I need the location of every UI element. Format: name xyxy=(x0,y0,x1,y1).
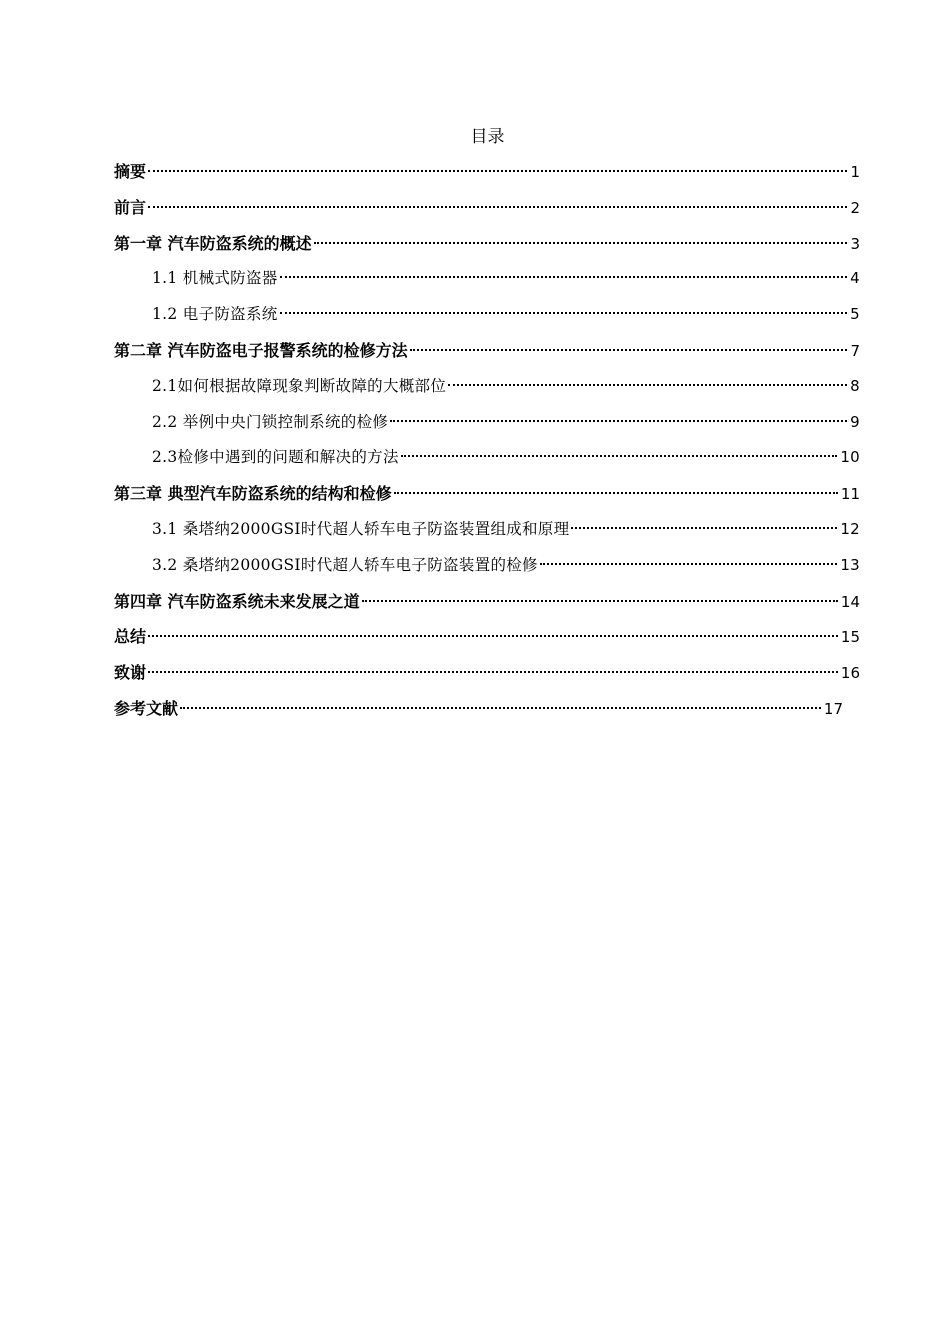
toc-entry-label: 2.3检修中遇到的问题和解决的方法 xyxy=(152,448,399,467)
toc-entry-page: 2 xyxy=(850,198,860,217)
toc-dot-leader xyxy=(401,455,838,457)
toc-entry-label: 1.1 机械式防盗器 xyxy=(152,269,278,288)
toc-entry-label: 第二章 汽车防盗电子报警系统的检修方法 xyxy=(114,340,408,360)
toc-entry-page: 11 xyxy=(840,485,860,504)
toc-entry-label: 2.2 举例中央门锁控制系统的检修 xyxy=(152,412,389,431)
toc-entry-chapter-2[interactable] xyxy=(114,338,860,374)
toc-dot-leader xyxy=(280,276,848,278)
toc-entry-label: 第三章 典型汽车防盗系统的结构和检修 xyxy=(114,484,392,504)
toc-entry-abstract[interactable] xyxy=(114,159,860,195)
toc-entry-summary[interactable] xyxy=(114,624,860,660)
toc-dot-leader xyxy=(571,527,837,529)
toc-entry-section-2-3[interactable] xyxy=(114,445,860,481)
toc-entry-page: 1 xyxy=(850,163,860,181)
toc-entry-page: 14 xyxy=(840,592,860,611)
toc-dot-leader xyxy=(148,170,847,172)
toc-dot-leader xyxy=(410,349,848,351)
toc-entry-page: 17 xyxy=(823,699,843,718)
toc-dot-leader xyxy=(448,384,847,386)
toc-entry-label: 前言 xyxy=(114,197,147,217)
toc-dot-leader xyxy=(148,671,838,673)
toc-entry-label: 3.2 桑塔纳2000GSI时代超人轿车电子防盗装置的检修 xyxy=(152,555,538,574)
toc-entry-acknowledgements[interactable] xyxy=(114,660,860,696)
toc-entry-section-1-1[interactable] xyxy=(114,266,860,302)
toc-entry-page: 4 xyxy=(850,269,860,288)
toc-entry-references[interactable] xyxy=(114,696,843,732)
toc-entry-section-3-2[interactable] xyxy=(114,553,860,589)
toc-entry-label: 总结 xyxy=(114,627,147,647)
toc-entry-page: 13 xyxy=(840,555,860,574)
toc-entry-section-3-1[interactable] xyxy=(114,517,860,553)
toc-dot-leader xyxy=(394,492,838,494)
toc-entry-chapter-1[interactable] xyxy=(114,231,860,267)
toc-entry-chapter-3[interactable] xyxy=(114,481,860,517)
toc-entry-label: 参考文献 xyxy=(114,698,179,718)
toc-dot-leader xyxy=(180,707,821,709)
toc-entry-section-1-2[interactable] xyxy=(114,302,860,338)
toc-entry-label: 1.2 电子防盗系统 xyxy=(152,305,278,324)
toc-dot-leader xyxy=(148,206,847,208)
toc-entry-page: 10 xyxy=(840,448,860,467)
table-of-contents xyxy=(114,159,860,732)
toc-entry-page: 8 xyxy=(850,376,860,395)
toc-entry-section-2-1[interactable] xyxy=(114,374,860,410)
toc-entry-preface[interactable] xyxy=(114,195,860,231)
toc-entry-page: 7 xyxy=(850,341,860,360)
toc-entry-page: 9 xyxy=(850,412,860,431)
toc-entry-label: 3.1 桑塔纳2000GSI时代超人轿车电子防盗装置组成和原理 xyxy=(152,519,570,538)
toc-dot-leader xyxy=(148,635,838,637)
toc-entry-page: 3 xyxy=(850,234,860,253)
toc-dot-leader xyxy=(540,563,837,565)
toc-entry-label: 第四章 汽车防盗系统未来发展之道 xyxy=(114,591,360,611)
toc-entry-chapter-4[interactable] xyxy=(114,589,860,625)
toc-dot-leader xyxy=(362,600,838,602)
toc-dot-leader xyxy=(314,242,848,244)
toc-entry-label: 摘要 xyxy=(114,162,147,181)
toc-dot-leader xyxy=(280,312,848,314)
toc-entry-section-2-2[interactable] xyxy=(114,410,860,446)
toc-entry-page: 15 xyxy=(840,628,860,647)
toc-entry-page: 12 xyxy=(840,519,860,538)
toc-entry-label: 第一章 汽车防盗系统的概述 xyxy=(114,233,312,253)
toc-entry-page: 16 xyxy=(840,664,860,683)
toc-title: 目录 xyxy=(470,127,505,147)
toc-entry-label: 2.1如何根据故障现象判断故障的大概部位 xyxy=(152,376,447,395)
toc-entry-page: 5 xyxy=(850,305,860,324)
toc-entry-label: 致谢 xyxy=(114,663,147,683)
toc-dot-leader xyxy=(390,420,847,422)
